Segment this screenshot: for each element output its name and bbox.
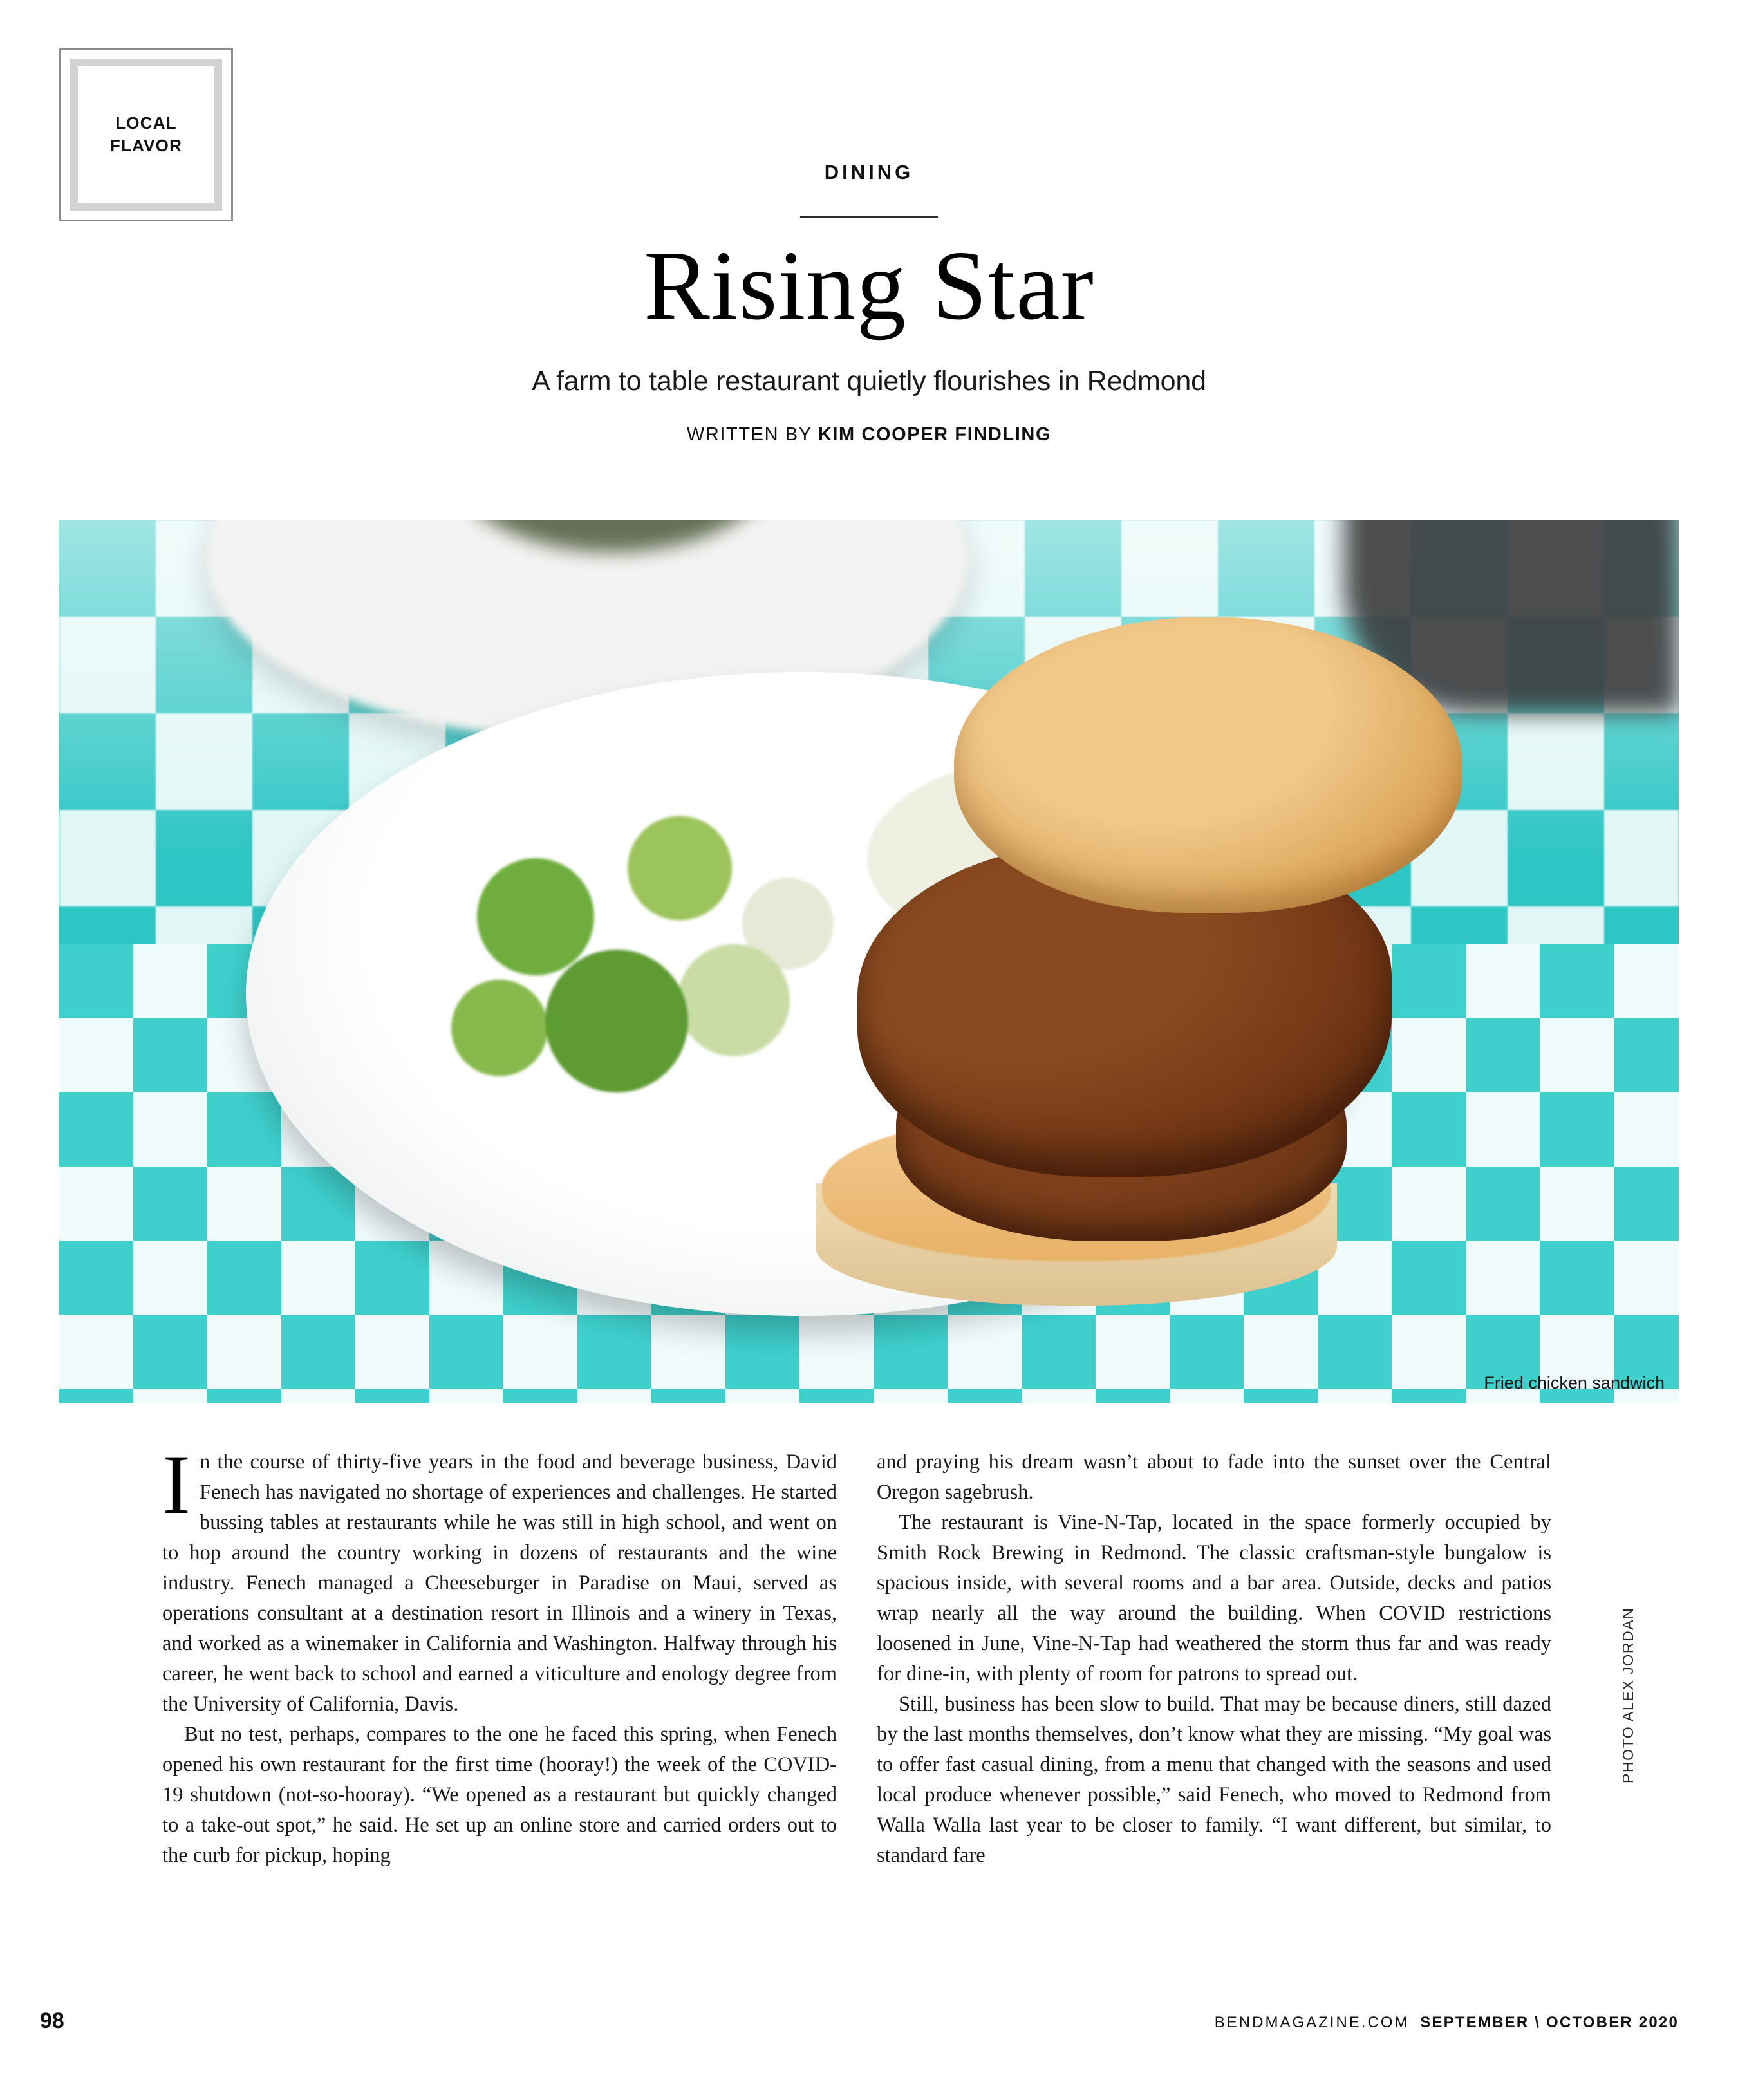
footer-website: BENDMAGAZINE.COM <box>1214 2014 1410 2031</box>
kicker-divider <box>800 216 938 218</box>
paragraph <box>877 1689 1551 1871</box>
sandwich-top-bun <box>954 617 1462 913</box>
paragraph-text: The restaurant is Vine-N-Tap, located in the space formerly occupied by Smith Rock Brewing in Redmond. The classic craftsman-style bungalow is spacious inside, with several rooms and a bar area. Outside, decks and patios wrap nearly all the way around the building. When COVID restrictions loosened in June, Vine-N-Tap had weathered the storm thus far and was ready for dine-in, with plenty of room for patrons to spread out. <box>877 1511 1551 1685</box>
salad-greens <box>400 778 851 1125</box>
paragraph-text: and praying his dream wasn’t about to fade into the sunset over the Central Oregon sagebrush. <box>877 1450 1551 1504</box>
paragraph-text: n the course of thirty-five years in the food and beverage business, David Fenech has navigated no shortage of experiences and challenges. He started bussing tables at restaurants while he was still in high school, and went on to hop around the country working in dozens of restaurants and the wine industry. Fenech managed a Cheeseburger in Paradise on Maui, served as operations consultant at a destination resort in Illinois and a winery in Texas, and worked as a winemaker in California and Washington. Halfway through his career, he went back to school and earned a viticulture and enology degree from the University of California, Davis. <box>162 1450 837 1716</box>
byline <box>0 424 1738 445</box>
paragraph <box>162 1720 837 1871</box>
byline-author: KIM COOPER FINDLING <box>818 424 1052 445</box>
body-column-left <box>162 1437 837 1871</box>
badge-line-2: FLAVOR <box>109 136 183 155</box>
local-flavor-badge-text <box>110 112 182 157</box>
article-masthead <box>0 161 1738 445</box>
badge-line-1: LOCAL <box>115 113 177 133</box>
body-column-right <box>877 1447 1551 1871</box>
paragraph <box>162 1437 837 1720</box>
footer-info <box>1215 2014 1679 2032</box>
hero-photo <box>59 520 1679 1403</box>
photo-caption: Fried chicken sandwich <box>1484 1373 1665 1392</box>
paragraph-text: But no test, perhaps, compares to the one he faced this spring, when Fenech opened his own restaurant for the first time (hooray!) the week of the COVID-19 shutdown (not-so-hooray). “We opened as a restaurant but quickly changed to a take-out spot,” he said. He set up an online store and carried orders out to the curb for pickup, hoping <box>162 1723 837 1867</box>
drop-cap: I <box>162 1437 191 1532</box>
section-kicker: DINING <box>824 161 914 183</box>
footer-issue: SEPTEMBER \ OCTOBER 2020 <box>1420 2014 1679 2031</box>
paragraph <box>877 1447 1551 1508</box>
paragraph-text: Still, business has been slow to build. That may be because diners, still dazed by the last months themselves, don’t know what they are missing. “My goal was to offer fast casual dining, from a menu that changed with the seasons and used local produce whenever possible,” said Fenech, who moved to Redmond from Walla Walla last year to be closer to family. “I want different, but similar, to standard fare <box>877 1692 1551 1867</box>
photo-credit: PHOTO ALEX JORDAN <box>1620 1607 1636 1783</box>
paragraph <box>877 1508 1551 1689</box>
byline-prefix: WRITTEN BY <box>686 424 818 445</box>
page-title: Rising Star <box>644 231 1094 341</box>
page-number: 98 <box>40 2009 64 2033</box>
article-deck: A farm to table restaurant quietly flourishes in Redmond <box>532 365 1206 397</box>
